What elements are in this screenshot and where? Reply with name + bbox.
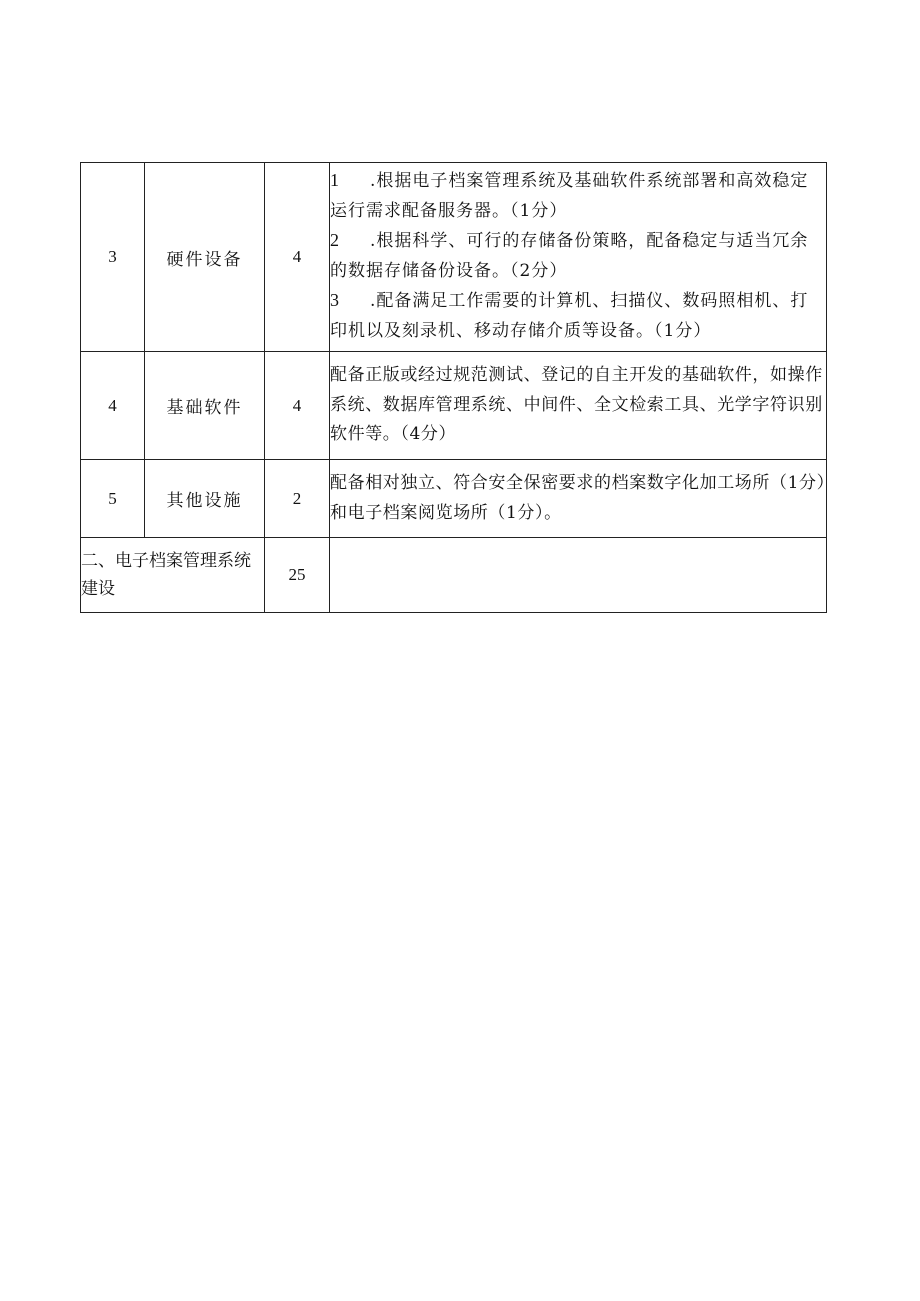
list-item	[330, 166, 826, 226]
table-row	[81, 460, 827, 538]
row-name: 基础软件	[145, 352, 265, 460]
list-item	[330, 226, 826, 286]
row-number: 4	[81, 352, 145, 460]
section-description	[330, 538, 827, 613]
row-score: 4	[265, 352, 330, 460]
row-description: 配备正版或经过规范测试、登记的自主开发的基础软件，如操作系统、数据库管理系统、中间件、全文检索工具、光学字符识别软件等。（4分）	[330, 352, 827, 460]
item-text: .根据科学、可行的存储备份策略，配备稳定与适当冗余的数据存储备份设备。（2分）	[330, 231, 809, 281]
section-score: 25	[265, 538, 330, 613]
table-row	[81, 352, 827, 460]
row-number: 5	[81, 460, 145, 538]
document-page	[80, 162, 826, 613]
item-index: 1	[330, 170, 340, 190]
hardware-items	[330, 166, 826, 348]
row-name: 硬件设备	[145, 163, 265, 352]
item-index: 3	[330, 290, 340, 310]
row-score: 4	[265, 163, 330, 352]
row-name: 其他设施	[145, 460, 265, 538]
row-score: 2	[265, 460, 330, 538]
item-text: .根据电子档案管理系统及基础软件系统部署和高效稳定运行需求配备服务器。（1分）	[330, 171, 809, 221]
item-text: .配备满足工作需要的计算机、扫描仪、数码照相机、打印机以及刻录机、移动存储介质等设备。（1分）	[330, 291, 809, 341]
table-row	[81, 163, 827, 352]
row-description: 配备相对独立、符合安全保密要求的档案数字化加工场所（1分）和电子档案阅览场所（1分）。	[330, 460, 827, 538]
row-description	[330, 163, 827, 352]
item-index: 2	[330, 230, 340, 250]
evaluation-table	[80, 162, 827, 613]
section-title: 二、电子档案管理系统建设	[81, 538, 265, 613]
section-row	[81, 538, 827, 613]
row-number: 3	[81, 163, 145, 352]
list-item	[330, 286, 826, 346]
